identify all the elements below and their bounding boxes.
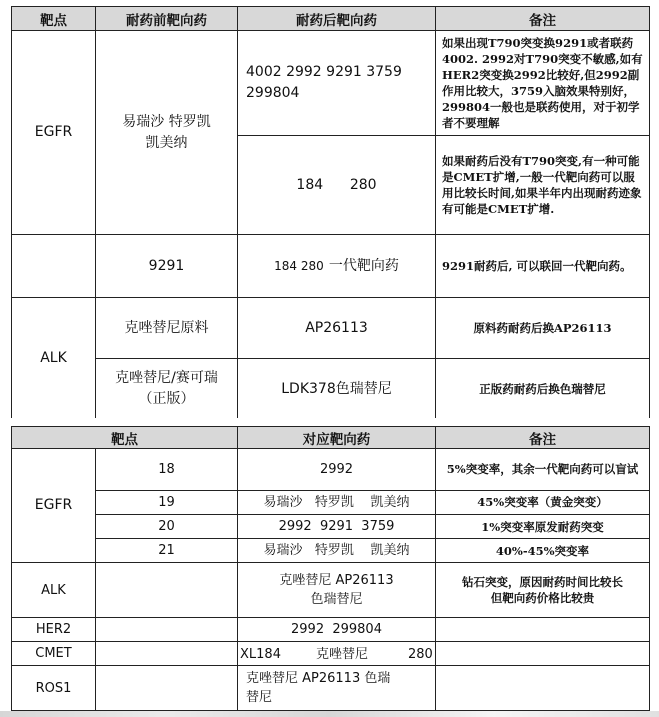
egfr-target-cell: EGFR	[12, 31, 96, 235]
alk-post-drug-2: LDK378色瑞替尼	[238, 359, 436, 420]
table-row	[12, 539, 650, 563]
header-pre-drug: 耐药前靶向药	[96, 7, 238, 31]
empty-cell	[96, 642, 238, 666]
egfr-note-20: 1%突变率原发耐药突变	[436, 514, 650, 538]
egfr-target-cell-2: EGFR	[12, 449, 96, 563]
egfr-note-18: 5%突变率，其余一代靶向药可以盲试	[436, 449, 650, 490]
alk-drugs-2: 克唑替尼 AP26113 色瑞替尼	[238, 563, 436, 618]
table-resistance	[11, 6, 650, 420]
egfr-note-21: 40%-45%突变率	[436, 539, 650, 563]
table2-header-row	[12, 427, 650, 449]
header-note-2: 备注	[436, 427, 650, 449]
egfr-post-drugs-3	[238, 235, 436, 298]
egfr-post-drugs-1: 4002 2992 9291 3759 299804	[238, 31, 436, 136]
egfr-post-drugs-2: 184 280	[238, 136, 436, 235]
table-row	[12, 449, 650, 490]
her2-target-cell: HER2	[12, 617, 96, 641]
egfr-note-1: 如果出现T790突变换9291或者联药4002. 2992对T790突变不敏感,如有HER2突变换2992比较好,但2992副作用比较大，3759入脑效果特别好，299804一般也是联药使用，对于初学者不要理解	[436, 31, 650, 136]
table-gap	[0, 418, 659, 426]
cmet-drug-c: 280	[408, 647, 433, 663]
empty-cell	[12, 235, 96, 298]
table-mutations	[11, 426, 650, 711]
egfr-note-2: 如果耐药后没有T790突变,有一种可能是CMET扩增,一般一代靶向药可以服用比较长时间,如果半年内出现耐药迹象有可能是CMET扩增.	[436, 136, 650, 235]
ros1-drugs: 克唑替尼 AP26113 色瑞 替尼	[238, 666, 436, 711]
empty-cell	[436, 666, 650, 711]
table1-header-row	[12, 7, 650, 31]
empty-cell	[96, 666, 238, 711]
cmet-drug-a: XL184	[240, 647, 281, 663]
egfr-note-19: 45%突变率（黄金突变）	[436, 490, 650, 514]
table-row	[12, 298, 650, 359]
bottom-edge	[0, 711, 659, 717]
alk-pre-drug-1: 克唑替尼原料	[96, 298, 238, 359]
egfr-exon-21: 21	[96, 539, 238, 563]
egfr-drugs-20: 2992 9291 3759	[238, 514, 436, 538]
alk-pre-drug-2: 克唑替尼/赛可瑞 （正版）	[96, 359, 238, 420]
table-row	[12, 666, 650, 711]
ros1-target-cell: ROS1	[12, 666, 96, 711]
empty-cell	[436, 642, 650, 666]
cmet-drug-b: 克唑替尼	[316, 647, 369, 663]
alk-post-drug-1: AP26113	[238, 298, 436, 359]
egfr-drugs-19: 易瑞沙 特罗凯 凯美纳	[238, 490, 436, 514]
cmet-target-cell: CMET	[12, 642, 96, 666]
header-note: 备注	[436, 7, 650, 31]
table-row	[12, 235, 650, 298]
alk-target-cell: ALK	[12, 298, 96, 420]
alk-note-1: 原料药耐药后换AP26113	[436, 298, 650, 359]
alk-note-2: 正版药耐药后换色瑞替尼	[436, 359, 650, 420]
egfr-pre-drugs: 易瑞沙 特罗凯 凯美纳	[96, 31, 238, 235]
empty-cell	[436, 617, 650, 641]
egfr-exon-20: 20	[96, 514, 238, 538]
egfr-note-3: 9291耐药后, 可以联回一代靶向药。	[436, 235, 650, 298]
header-post-drug: 耐药后靶向药	[238, 7, 436, 31]
egfr-post-codes-3: 184 280	[274, 259, 324, 273]
alk-note-2b: 钻石突变，原因耐药时间比较长 但靶向药价格比较贵	[436, 563, 650, 618]
egfr-pre-drug-3: 9291	[96, 235, 238, 298]
table-row	[12, 563, 650, 618]
her2-drugs: 2992 299804	[238, 617, 436, 641]
empty-cell	[96, 563, 238, 618]
empty-cell	[96, 617, 238, 641]
header-target-2: 靶点	[12, 427, 238, 449]
table-row	[12, 642, 650, 666]
header-target: 靶点	[12, 7, 96, 31]
table-row	[12, 31, 650, 136]
table-row	[12, 359, 650, 420]
egfr-drugs-18: 2992	[238, 449, 436, 490]
egfr-post-text-3: 一代靶向药	[328, 258, 399, 274]
table-row	[12, 514, 650, 538]
alk-target-cell-2: ALK	[12, 563, 96, 618]
egfr-drugs-21: 易瑞沙 特罗凯 凯美纳	[238, 539, 436, 563]
table-row	[12, 490, 650, 514]
egfr-exon-18: 18	[96, 449, 238, 490]
table-row	[12, 617, 650, 641]
cmet-drugs	[238, 642, 436, 666]
header-drug-2: 对应靶向药	[238, 427, 436, 449]
egfr-exon-19: 19	[96, 490, 238, 514]
